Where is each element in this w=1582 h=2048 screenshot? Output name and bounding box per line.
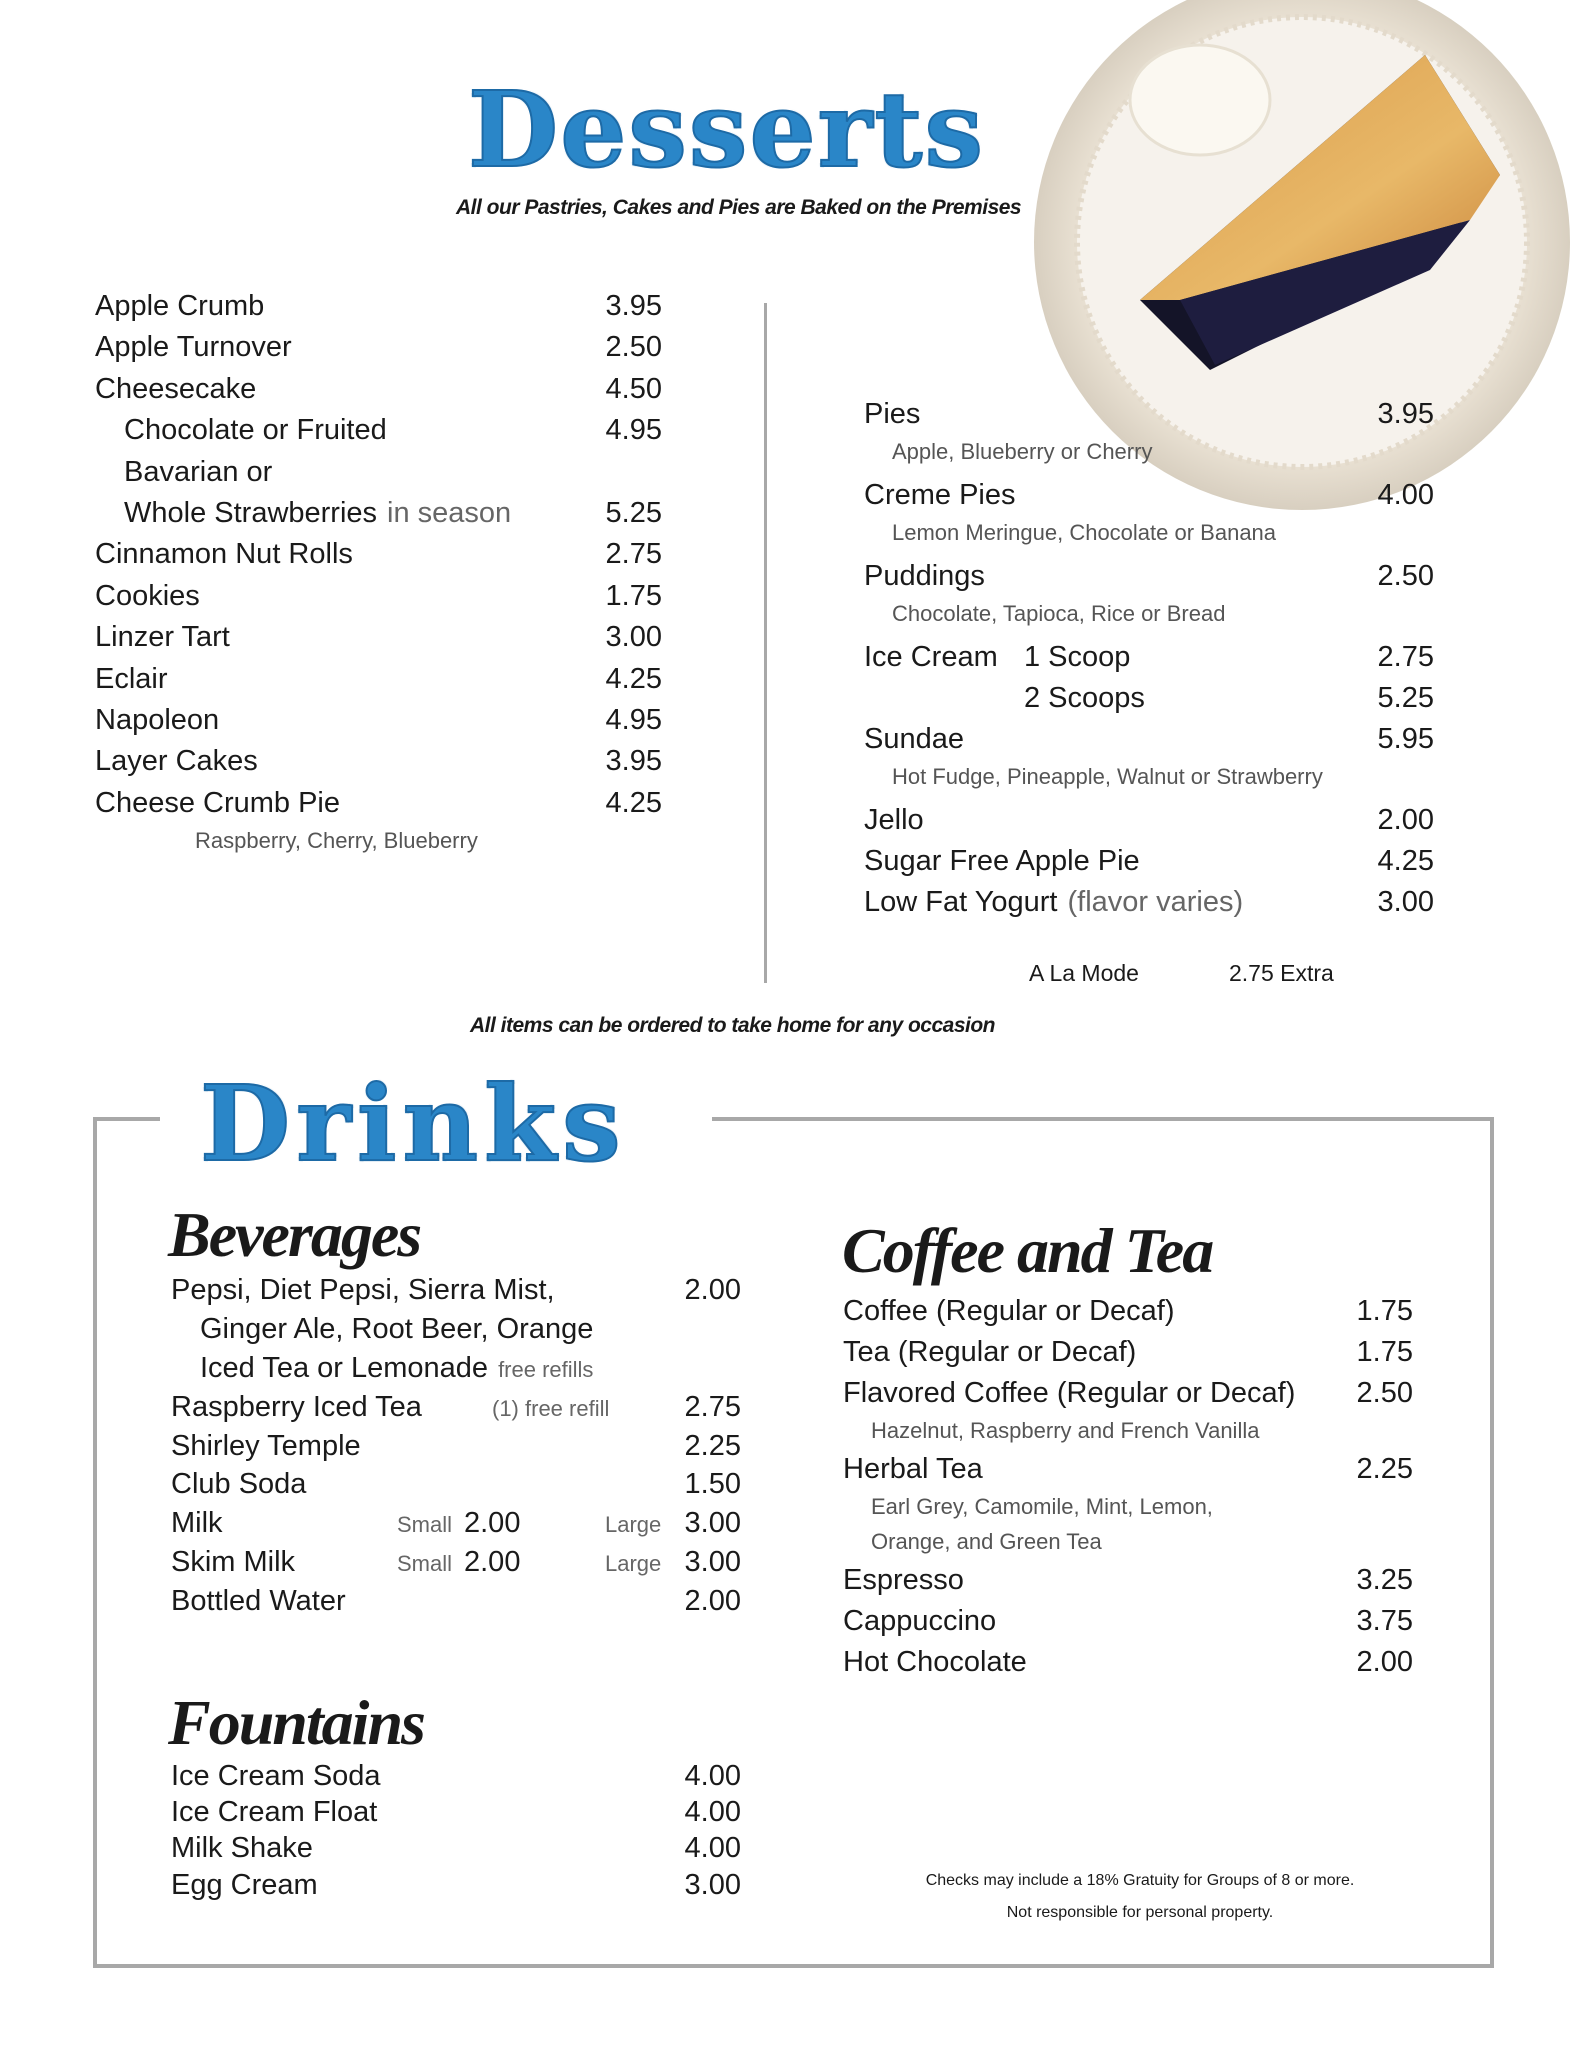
item-name-text: Flavored Coffee (Regular or Decaf) <box>843 1377 1296 1409</box>
item-option: 1 Scoop <box>1024 641 1131 673</box>
item-name <box>171 1832 313 1865</box>
item-name <box>95 373 256 406</box>
item-note: in season <box>387 496 512 529</box>
item-name <box>95 621 230 654</box>
item-price: 3.00 <box>684 1546 741 1579</box>
item-name-text: Apple Turnover <box>95 331 292 364</box>
menu-item <box>95 580 662 621</box>
item-price: 2.75 <box>605 538 662 571</box>
item-name <box>124 456 272 489</box>
menu-item <box>843 1453 1413 1494</box>
item-name <box>171 1391 422 1424</box>
item-price: 3.00 <box>684 1868 741 1901</box>
item-price: 1.75 <box>1356 1336 1413 1368</box>
item-name <box>95 580 200 613</box>
item-price: 4.25 <box>605 786 662 819</box>
column-divider <box>764 303 767 983</box>
coffee-tea-heading: Coffee and Tea <box>842 1215 1213 1286</box>
item-name-text: Ginger Ale, Root Beer, Orange <box>200 1312 594 1345</box>
gratuity-note: Checks may include a 18% Gratuity for Groups of 8 or more. <box>925 1872 1355 1889</box>
item-description: Hazelnut, Raspberry and French Vanilla <box>871 1418 1260 1443</box>
item-name-text: Low Fat Yogurt <box>864 886 1058 918</box>
item-name <box>124 497 511 530</box>
item-price: 1.75 <box>605 579 662 612</box>
item-price: 3.95 <box>1377 398 1434 430</box>
item-name-text: Pepsi, Diet Pepsi, Sierra Mist, <box>171 1274 555 1306</box>
item-name-text: Shirley Temple <box>171 1429 361 1462</box>
item-name-text: Layer Cakes <box>95 745 258 778</box>
item-price: 5.25 <box>1377 682 1434 714</box>
take-home-note: All items can be ordered to take home for any occasion <box>470 1014 995 1037</box>
menu-item <box>843 1564 1413 1605</box>
menu-item <box>95 497 662 538</box>
item-refill-note: (1) free refill <box>492 1395 610 1421</box>
item-name-text: Coffee (Regular or Decaf) <box>843 1295 1175 1327</box>
item-name <box>95 787 340 820</box>
item-name <box>171 1274 555 1307</box>
item-price: 4.25 <box>1377 845 1434 877</box>
menu-item <box>843 1295 1413 1336</box>
item-name-text: Ice Cream <box>864 641 998 673</box>
item-name-text: Cinnamon Nut Rolls <box>95 538 353 571</box>
menu-item <box>171 1274 741 1313</box>
item-name-text: Jello <box>864 804 924 836</box>
menu-item <box>171 1468 741 1507</box>
item-name-text: Herbal Tea <box>843 1453 983 1485</box>
menu-item <box>95 373 662 414</box>
large-label: Large <box>605 1512 662 1538</box>
item-name <box>864 723 964 756</box>
large-label: Large <box>605 1551 662 1577</box>
item-name-text: Cookies <box>95 579 200 612</box>
item-name <box>843 1336 1136 1369</box>
menu-item <box>171 1796 741 1832</box>
item-name <box>95 331 292 364</box>
menu-item <box>95 621 662 662</box>
property-note: Not responsible for personal property. <box>1006 1904 1274 1921</box>
menu-item <box>95 745 662 786</box>
menu-item <box>171 1585 741 1624</box>
menu-item <box>843 1377 1413 1418</box>
item-price: 4.25 <box>605 662 662 695</box>
item-name <box>200 1313 593 1346</box>
item-name-text: Pies <box>864 398 921 430</box>
item-name-text: Linzer Tart <box>95 621 230 654</box>
item-name-text: Bavarian or <box>124 455 273 488</box>
item-name-text: Puddings <box>864 560 985 592</box>
item-price: 3.95 <box>605 290 662 322</box>
menu-item <box>95 331 662 372</box>
item-price: 4.00 <box>684 1760 741 1792</box>
menu-item <box>95 290 662 331</box>
item-name-text: Chocolate or Fruited <box>124 414 387 447</box>
menu-item <box>864 560 1434 601</box>
item-name-text: Milk Shake <box>171 1832 313 1865</box>
item-name <box>864 886 1243 919</box>
desserts-tagline: All our Pastries, Cakes and Pies are Baked on the Premises <box>456 196 1022 219</box>
item-price: 1.50 <box>684 1468 741 1501</box>
item-name <box>864 560 985 593</box>
menu-item <box>864 723 1434 764</box>
menu-item <box>95 663 662 704</box>
item-name-text: Ice Cream Soda <box>171 1760 381 1792</box>
a-la-mode-label: A La Mode <box>1029 960 1139 986</box>
item-name <box>864 398 920 431</box>
dessert-list-right <box>864 398 1434 927</box>
item-name <box>843 1646 1027 1679</box>
item-name-text: Sugar Free Apple Pie <box>864 845 1140 877</box>
item-price: 3.00 <box>1377 886 1434 918</box>
item-name <box>95 290 264 323</box>
item-name-text: Cappuccino <box>843 1605 997 1637</box>
item-name <box>864 479 1016 512</box>
item-price: 2.25 <box>1356 1453 1413 1485</box>
small-price: 2.00 <box>464 1546 521 1579</box>
menu-item <box>864 886 1434 927</box>
item-name <box>864 641 998 674</box>
item-name-text: Creme Pies <box>864 479 1016 511</box>
item-name <box>843 1377 1295 1410</box>
item-name <box>95 538 353 571</box>
item-price: 4.00 <box>684 1796 741 1829</box>
item-name-text: Eclair <box>95 662 168 695</box>
menu-item <box>95 538 662 579</box>
item-name-text: Bottled Water <box>171 1585 346 1618</box>
item-name-text: Raspberry Iced Tea <box>171 1390 422 1423</box>
menu-item <box>171 1869 741 1905</box>
item-name <box>171 1430 361 1463</box>
menu-item <box>864 682 1434 723</box>
desserts-title: Desserts <box>468 68 986 191</box>
item-name <box>171 1796 377 1829</box>
item-description: Chocolate, Tapioca, Rice or Bread <box>892 601 1226 626</box>
item-price: 5.95 <box>1377 723 1434 755</box>
menu-item <box>95 456 662 497</box>
item-name-text: Egg Cream <box>171 1868 318 1901</box>
item-name <box>843 1564 964 1597</box>
item-description: Apple, Blueberry or Cherry <box>892 439 1153 464</box>
item-name-text: Tea (Regular or Decaf) <box>843 1336 1137 1368</box>
menu-item <box>843 1336 1413 1377</box>
menu-item <box>864 804 1434 845</box>
item-name <box>843 1295 1175 1328</box>
menu-item <box>171 1352 741 1391</box>
a-la-mode-price: 2.75 Extra <box>1229 960 1334 986</box>
item-name-text: Apple Crumb <box>95 290 265 322</box>
dessert-list-left <box>95 290 662 858</box>
item-name <box>864 804 924 837</box>
item-price: 2.00 <box>1377 804 1434 836</box>
item-price: 4.95 <box>605 414 662 447</box>
item-name <box>843 1605 996 1638</box>
item-price: 3.75 <box>1356 1605 1413 1637</box>
item-name <box>171 1869 318 1902</box>
item-name-text: Milk <box>171 1507 223 1540</box>
item-name-text: Club Soda <box>171 1468 307 1501</box>
item-name <box>171 1507 223 1540</box>
item-name <box>171 1468 306 1501</box>
beverages-list <box>171 1274 741 1624</box>
coffee-tea-list <box>843 1295 1413 1687</box>
item-name <box>171 1546 295 1579</box>
item-price: 2.00 <box>1356 1646 1413 1678</box>
item-name-text: Espresso <box>843 1564 964 1596</box>
item-name-text: Cheese Crumb Pie <box>95 786 340 819</box>
item-price: 3.00 <box>684 1507 741 1540</box>
beverages-heading: Beverages <box>168 1199 421 1270</box>
menu-item <box>864 398 1434 439</box>
item-description: Orange, and Green Tea <box>871 1529 1102 1554</box>
menu-item <box>171 1507 741 1546</box>
item-name-text: Sundae <box>864 723 964 755</box>
item-name-text: Ice Cream Float <box>171 1796 378 1829</box>
menu-item <box>95 787 662 828</box>
item-name <box>171 1760 381 1793</box>
fountains-heading: Fountains <box>168 1687 424 1758</box>
item-description: Lemon Meringue, Chocolate or Banana <box>892 520 1277 545</box>
item-name <box>95 704 219 737</box>
item-name <box>843 1453 983 1486</box>
small-label: Small <box>397 1551 453 1577</box>
cheese-crumb-flavors: Raspberry, Cherry, Blueberry <box>195 828 478 854</box>
item-price: 4.50 <box>605 372 662 405</box>
menu-item <box>95 704 662 745</box>
item-name <box>95 663 168 696</box>
item-name <box>95 745 258 778</box>
item-price: 3.00 <box>605 621 662 654</box>
item-price: 5.25 <box>605 496 662 529</box>
item-note: free refills <box>498 1356 594 1382</box>
item-description: Earl Grey, Camomile, Mint, Lemon, <box>871 1494 1213 1519</box>
item-price: 2.00 <box>684 1585 741 1618</box>
item-name-text: Hot Chocolate <box>843 1646 1027 1678</box>
item-price: 2.50 <box>605 331 662 364</box>
item-name-text: Skim Milk <box>171 1546 296 1579</box>
menu-item <box>95 414 662 455</box>
menu-item <box>171 1546 741 1585</box>
fountains-list <box>171 1760 741 1905</box>
item-price: 2.25 <box>684 1429 741 1462</box>
item-price: 4.00 <box>684 1832 741 1865</box>
drinks-title: Drinks <box>200 1062 627 1185</box>
item-price: 3.95 <box>605 745 662 778</box>
item-name <box>171 1585 346 1618</box>
item-price: 3.25 <box>1356 1564 1413 1596</box>
menu-item <box>864 641 1434 682</box>
item-name-text: Napoleon <box>95 703 220 736</box>
menu-item <box>864 479 1434 520</box>
item-name-text: Iced Tea or Lemonade <box>200 1351 489 1384</box>
menu-item <box>864 845 1434 886</box>
item-name <box>124 414 387 447</box>
item-price: 4.00 <box>1377 479 1434 511</box>
menu-item <box>171 1430 741 1469</box>
item-description: Hot Fudge, Pineapple, Walnut or Strawberry <box>892 764 1323 789</box>
item-price: 4.95 <box>605 703 662 736</box>
item-price: 1.75 <box>1356 1295 1413 1327</box>
item-option: 2 Scoops <box>1024 682 1145 714</box>
menu-item <box>171 1391 741 1430</box>
item-note: (flavor varies) <box>1067 886 1244 918</box>
item-price: 2.50 <box>1377 560 1434 592</box>
item-price: 2.75 <box>684 1390 741 1423</box>
menu-item <box>843 1646 1413 1687</box>
item-name <box>864 845 1140 878</box>
item-price: 2.00 <box>684 1274 741 1306</box>
item-name-text: Cheesecake <box>95 372 257 405</box>
item-name-text: Whole Strawberries <box>124 496 378 529</box>
item-price: 2.50 <box>1356 1377 1413 1409</box>
item-price: 2.75 <box>1377 641 1434 673</box>
small-price: 2.00 <box>464 1507 521 1540</box>
menu-item <box>171 1313 741 1352</box>
item-name <box>200 1352 593 1385</box>
menu-item <box>843 1605 1413 1646</box>
menu-item <box>171 1760 741 1796</box>
menu-item <box>171 1832 741 1868</box>
small-label: Small <box>397 1512 453 1538</box>
